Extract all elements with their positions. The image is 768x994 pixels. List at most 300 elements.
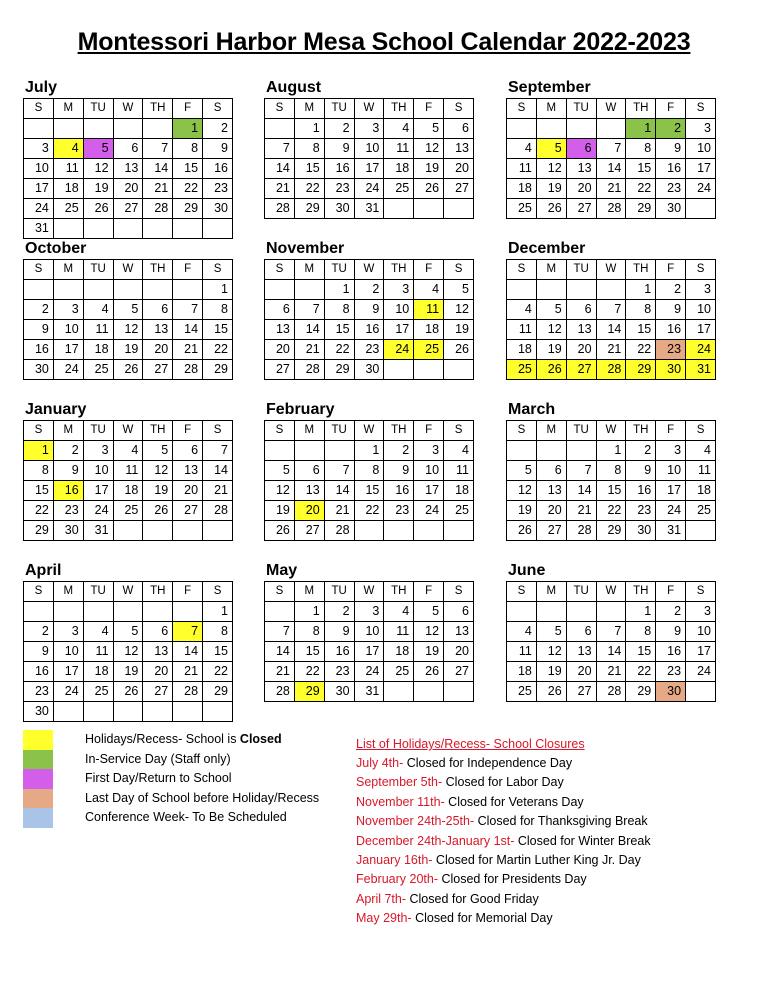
day-cell: 4 [53, 139, 83, 159]
day-cell: 12 [83, 159, 113, 179]
day-cell: 4 [83, 622, 113, 642]
day-cell: 8 [203, 622, 233, 642]
day-cell: 21 [173, 662, 203, 682]
day-cell: 17 [686, 320, 716, 340]
closure-item [356, 870, 696, 889]
day-cell: 16 [53, 481, 83, 501]
day-cell: 15 [596, 481, 626, 501]
day-cell: 12 [414, 139, 444, 159]
day-cell: 7 [324, 461, 354, 481]
legend-label: First Day/Return to School [85, 771, 232, 785]
day-cell: 1 [324, 280, 354, 300]
day-cell: 6 [143, 622, 173, 642]
day-cell: 15 [294, 159, 324, 179]
day-cell: 2 [203, 119, 233, 139]
day-cell: 25 [384, 662, 414, 682]
day-cell: 7 [265, 139, 295, 159]
day-cell: 24 [354, 662, 384, 682]
day-cell: 13 [143, 320, 173, 340]
day-cell: 29 [324, 360, 354, 380]
day-cell: 12 [444, 300, 474, 320]
day-cell: 20 [566, 340, 596, 360]
day-cell: 15 [626, 320, 656, 340]
day-cell: 3 [53, 300, 83, 320]
day-cell: 2 [24, 622, 54, 642]
day-cell: 3 [686, 602, 716, 622]
day-cell: 27 [566, 682, 596, 702]
weekday-header: S [203, 260, 233, 280]
day-cell: 16 [324, 642, 354, 662]
weekday-header: TH [384, 582, 414, 602]
month-name: December [508, 240, 586, 257]
day-cell: 6 [173, 441, 203, 461]
day-cell: 21 [596, 340, 626, 360]
day-cell [294, 280, 324, 300]
day-cell [507, 280, 537, 300]
day-cell: 18 [414, 320, 444, 340]
legend-swatch [23, 789, 53, 809]
day-cell: 22 [203, 340, 233, 360]
day-cell: 20 [265, 340, 295, 360]
day-cell: 29 [203, 360, 233, 380]
day-cell: 28 [324, 521, 354, 541]
day-cell: 12 [536, 159, 566, 179]
closure-item [356, 812, 696, 831]
day-cell: 18 [83, 340, 113, 360]
day-cell: 4 [83, 300, 113, 320]
day-cell [24, 280, 54, 300]
day-cell [536, 119, 566, 139]
weekday-header: F [173, 99, 203, 119]
day-cell: 9 [656, 300, 686, 320]
weekday-header: W [354, 99, 384, 119]
day-cell: 20 [444, 159, 474, 179]
day-cell: 7 [566, 461, 596, 481]
day-cell [24, 119, 54, 139]
weekday-header: TU [324, 99, 354, 119]
day-cell: 8 [596, 461, 626, 481]
day-cell: 4 [414, 280, 444, 300]
day-cell: 9 [324, 139, 354, 159]
day-cell [143, 119, 173, 139]
day-cell: 4 [507, 139, 537, 159]
day-cell: 31 [354, 199, 384, 219]
day-cell: 6 [143, 300, 173, 320]
day-cell [143, 602, 173, 622]
day-cell: 18 [83, 662, 113, 682]
day-cell: 15 [24, 481, 54, 501]
weekday-header: S [444, 582, 474, 602]
month-september [506, 78, 716, 219]
day-cell: 6 [444, 119, 474, 139]
day-cell [507, 441, 537, 461]
day-cell: 24 [686, 662, 716, 682]
day-cell: 19 [414, 159, 444, 179]
day-cell: 23 [626, 501, 656, 521]
weekday-header: W [354, 260, 384, 280]
day-cell: 6 [265, 300, 295, 320]
day-cell [173, 280, 203, 300]
day-cell: 1 [626, 280, 656, 300]
day-cell: 9 [354, 300, 384, 320]
legend-label: Holidays/Recess- School is Closed [85, 732, 282, 746]
day-cell: 5 [414, 119, 444, 139]
legend-swatch [23, 750, 53, 770]
day-cell: 26 [83, 199, 113, 219]
day-cell: 14 [324, 481, 354, 501]
day-cell [444, 360, 474, 380]
day-cell [53, 219, 83, 239]
weekday-header: S [686, 421, 716, 441]
day-cell: 28 [203, 501, 233, 521]
day-cell: 8 [173, 139, 203, 159]
day-cell: 8 [626, 300, 656, 320]
weekday-header: S [686, 99, 716, 119]
day-cell [414, 360, 444, 380]
weekday-header: S [24, 260, 54, 280]
day-cell: 24 [656, 501, 686, 521]
closure-date: July 4th- [356, 756, 404, 770]
day-cell: 29 [626, 682, 656, 702]
day-cell: 20 [566, 662, 596, 682]
day-cell: 5 [536, 622, 566, 642]
day-cell: 20 [294, 501, 324, 521]
day-cell: 23 [53, 501, 83, 521]
day-cell: 27 [143, 682, 173, 702]
day-cell: 12 [113, 642, 143, 662]
day-cell [265, 441, 295, 461]
day-cell: 27 [143, 360, 173, 380]
day-cell: 2 [626, 441, 656, 461]
month-name: March [508, 401, 556, 418]
day-cell: 12 [507, 481, 537, 501]
weekday-header: F [414, 421, 444, 441]
day-cell: 21 [596, 662, 626, 682]
day-cell [173, 702, 203, 722]
weekday-header: TU [83, 421, 113, 441]
day-cell: 10 [354, 139, 384, 159]
day-cell: 23 [354, 340, 384, 360]
day-cell: 10 [354, 622, 384, 642]
day-cell: 24 [53, 360, 83, 380]
day-cell: 17 [656, 481, 686, 501]
day-cell: 10 [384, 300, 414, 320]
day-cell: 24 [354, 179, 384, 199]
day-cell: 22 [324, 340, 354, 360]
day-cell: 24 [24, 199, 54, 219]
day-cell: 13 [444, 139, 474, 159]
day-cell: 25 [113, 501, 143, 521]
day-cell [324, 441, 354, 461]
day-cell: 18 [113, 481, 143, 501]
weekday-header: F [414, 582, 444, 602]
day-cell [83, 119, 113, 139]
day-cell: 2 [24, 300, 54, 320]
day-cell: 3 [53, 622, 83, 642]
weekday-header: TH [143, 260, 173, 280]
weekday-header: S [686, 260, 716, 280]
month-name: October [25, 240, 87, 257]
day-cell: 16 [203, 159, 233, 179]
weekday-header: F [173, 260, 203, 280]
month-name: September [508, 79, 591, 96]
day-cell: 1 [626, 119, 656, 139]
weekday-header: S [265, 421, 295, 441]
day-cell: 14 [596, 320, 626, 340]
weekday-header: S [507, 582, 537, 602]
closure-item [356, 909, 696, 928]
weekday-header: F [656, 99, 686, 119]
closure-item [356, 793, 696, 812]
day-cell: 13 [294, 481, 324, 501]
legend-swatch [23, 808, 53, 828]
day-cell: 28 [294, 360, 324, 380]
day-cell: 9 [24, 320, 54, 340]
day-cell: 1 [173, 119, 203, 139]
day-cell: 22 [24, 501, 54, 521]
day-cell: 19 [507, 501, 537, 521]
day-cell [686, 521, 716, 541]
weekday-header: S [686, 582, 716, 602]
day-cell: 6 [444, 602, 474, 622]
month-name: July [25, 79, 58, 96]
weekday-header: F [656, 421, 686, 441]
day-cell: 20 [143, 662, 173, 682]
month-table [506, 259, 716, 380]
weekday-header: TH [384, 99, 414, 119]
day-cell: 8 [24, 461, 54, 481]
day-cell: 15 [324, 320, 354, 340]
closure-description: Closed for Presidents Day [437, 872, 587, 887]
day-cell: 28 [566, 521, 596, 541]
month-february [264, 400, 474, 541]
day-cell: 28 [173, 360, 203, 380]
day-cell [384, 199, 414, 219]
day-cell: 22 [203, 662, 233, 682]
day-cell: 10 [686, 622, 716, 642]
day-cell [444, 682, 474, 702]
weekday-header: F [173, 582, 203, 602]
day-cell: 17 [414, 481, 444, 501]
day-cell: 15 [354, 481, 384, 501]
day-cell: 5 [444, 280, 474, 300]
weekday-header: TU [566, 421, 596, 441]
day-cell: 21 [566, 501, 596, 521]
day-cell: 12 [265, 481, 295, 501]
day-cell [414, 682, 444, 702]
weekday-header: S [444, 421, 474, 441]
weekday-header: M [536, 582, 566, 602]
day-cell: 28 [265, 199, 295, 219]
day-cell: 4 [384, 119, 414, 139]
day-cell: 27 [294, 521, 324, 541]
day-cell: 11 [686, 461, 716, 481]
day-cell: 5 [265, 461, 295, 481]
day-cell [24, 602, 54, 622]
day-cell: 15 [173, 159, 203, 179]
day-cell: 14 [596, 159, 626, 179]
day-cell: 27 [444, 179, 474, 199]
weekday-header: M [294, 421, 324, 441]
day-cell: 5 [507, 461, 537, 481]
day-cell [83, 602, 113, 622]
closure-date: December 24th-January 1st- [356, 833, 515, 848]
month-table [264, 259, 474, 380]
day-cell: 28 [596, 199, 626, 219]
day-cell: 22 [354, 501, 384, 521]
weekday-header: W [596, 99, 626, 119]
day-cell: 31 [354, 682, 384, 702]
day-cell [414, 199, 444, 219]
day-cell [83, 219, 113, 239]
month-name: November [266, 240, 345, 257]
day-cell: 14 [265, 642, 295, 662]
weekday-header: W [113, 260, 143, 280]
month-october [23, 239, 233, 380]
month-june [506, 561, 716, 702]
day-cell [566, 280, 596, 300]
day-cell: 15 [626, 159, 656, 179]
day-cell: 30 [324, 199, 354, 219]
weekday-header: W [596, 421, 626, 441]
day-cell: 26 [507, 521, 537, 541]
day-cell: 28 [265, 682, 295, 702]
weekday-header: M [294, 582, 324, 602]
day-cell: 15 [203, 320, 233, 340]
month-table [23, 259, 233, 380]
day-cell [384, 360, 414, 380]
day-cell: 8 [203, 300, 233, 320]
day-cell: 15 [203, 642, 233, 662]
day-cell: 29 [24, 521, 54, 541]
day-cell: 19 [83, 179, 113, 199]
day-cell [143, 280, 173, 300]
day-cell: 29 [294, 682, 324, 702]
day-cell: 18 [384, 642, 414, 662]
day-cell: 6 [566, 622, 596, 642]
day-cell: 24 [83, 501, 113, 521]
day-cell: 5 [536, 139, 566, 159]
day-cell: 2 [656, 602, 686, 622]
closures-title: List of Holidays/Recess- School Closures [356, 737, 585, 751]
day-cell: 11 [83, 320, 113, 340]
day-cell: 17 [384, 320, 414, 340]
day-cell: 31 [656, 521, 686, 541]
day-cell: 15 [294, 642, 324, 662]
weekday-header: S [444, 99, 474, 119]
day-cell: 15 [626, 642, 656, 662]
day-cell [265, 119, 295, 139]
day-cell: 4 [113, 441, 143, 461]
day-cell: 13 [265, 320, 295, 340]
day-cell: 21 [596, 179, 626, 199]
day-cell: 14 [203, 461, 233, 481]
weekday-header: TH [384, 421, 414, 441]
day-cell: 21 [265, 179, 295, 199]
day-cell: 22 [294, 179, 324, 199]
day-cell: 16 [656, 159, 686, 179]
day-cell: 9 [384, 461, 414, 481]
day-cell: 23 [656, 340, 686, 360]
day-cell: 26 [414, 662, 444, 682]
day-cell: 10 [686, 300, 716, 320]
day-cell: 23 [324, 179, 354, 199]
day-cell: 3 [354, 119, 384, 139]
day-cell: 19 [444, 320, 474, 340]
day-cell [83, 280, 113, 300]
day-cell: 21 [265, 662, 295, 682]
day-cell: 26 [536, 199, 566, 219]
month-may [264, 561, 474, 702]
day-cell: 18 [53, 179, 83, 199]
day-cell: 14 [143, 159, 173, 179]
weekday-header: F [656, 582, 686, 602]
day-cell: 23 [656, 179, 686, 199]
day-cell: 8 [626, 139, 656, 159]
weekday-header: S [444, 260, 474, 280]
day-cell: 26 [113, 682, 143, 702]
day-cell: 25 [444, 501, 474, 521]
month-december [506, 239, 716, 380]
closure-description: Closed for Labor Day [442, 775, 564, 790]
weekday-header: TH [626, 260, 656, 280]
day-cell: 7 [596, 622, 626, 642]
day-cell: 19 [143, 481, 173, 501]
day-cell: 7 [173, 300, 203, 320]
weekday-header: F [173, 421, 203, 441]
day-cell: 2 [324, 602, 354, 622]
closure-item [356, 890, 696, 909]
weekday-header: S [265, 582, 295, 602]
closure-description: Closed for Thanksgiving Break [474, 814, 648, 829]
day-cell: 10 [686, 139, 716, 159]
legend-label: Last Day of School before Holiday/Recess [85, 790, 320, 805]
day-cell: 13 [113, 159, 143, 179]
month-july [23, 78, 233, 239]
day-cell: 9 [53, 461, 83, 481]
weekday-header: F [414, 260, 444, 280]
day-cell: 17 [83, 481, 113, 501]
weekday-header: S [507, 421, 537, 441]
weekday-header: W [354, 421, 384, 441]
day-cell: 11 [53, 159, 83, 179]
weekday-header: M [536, 260, 566, 280]
day-cell: 3 [686, 280, 716, 300]
day-cell: 14 [566, 481, 596, 501]
day-cell: 11 [384, 139, 414, 159]
day-cell: 11 [507, 159, 537, 179]
day-cell [203, 521, 233, 541]
day-cell: 9 [203, 139, 233, 159]
day-cell: 29 [626, 199, 656, 219]
weekday-header: TH [384, 260, 414, 280]
weekday-header: S [265, 99, 295, 119]
day-cell: 30 [656, 360, 686, 380]
closure-date: September 5th- [356, 775, 443, 790]
day-cell: 22 [626, 662, 656, 682]
month-table [264, 581, 474, 702]
day-cell: 13 [566, 159, 596, 179]
day-cell: 17 [53, 340, 83, 360]
day-cell: 12 [536, 320, 566, 340]
day-cell: 4 [507, 622, 537, 642]
weekday-header: S [24, 99, 54, 119]
weekday-header: W [596, 260, 626, 280]
day-cell [294, 441, 324, 461]
day-cell: 2 [53, 441, 83, 461]
day-cell: 13 [444, 622, 474, 642]
day-cell: 11 [384, 622, 414, 642]
